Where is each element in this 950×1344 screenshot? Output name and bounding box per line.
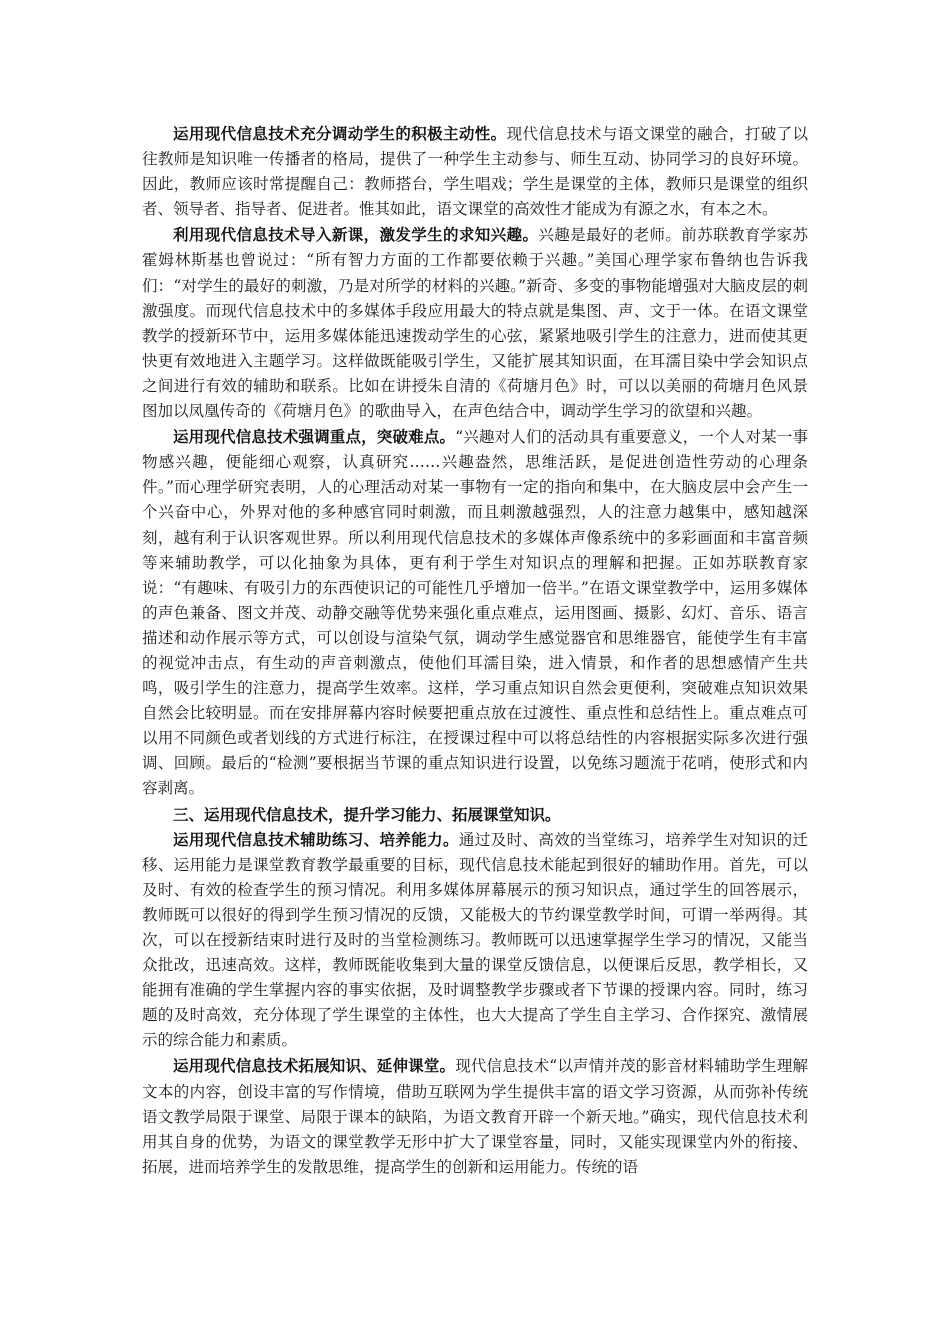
paragraph-5-lead: 运用现代信息技术拓展知识、延伸课堂。: [173, 1056, 456, 1076]
paragraph-1: [142, 121, 808, 222]
paragraph-3-lead: 运用现代信息技术强调重点，突破难点。: [173, 427, 456, 447]
paragraph-2-lead: 利用现代信息技术导入新课，激发学生的求知兴趣。: [173, 225, 539, 245]
paragraph-5-body: 现代信息技术“以声情并茂的影音材料辅助学生理解文本的内容，创设丰富的写作情境，借助互联网为学生提供丰富的语文学习资源，从而弥补传统语文教学局限于课堂、局限于课本的缺陷，为语文教育开辟一个新天地。”确实，现代信息技术利用其自身的优势，为语文的课堂教学无形中扩大了课堂容量，同时，又能实现课堂内外的衔接、拓展，进而培养学生的发散思维，提高学生的创新和运用能力。传统的语: [142, 1057, 808, 1176]
document-page: [142, 121, 808, 1180]
paragraph-4-lead: 运用现代信息技术辅助练习、培养能力。: [173, 829, 459, 849]
paragraph-1-body: 现代信息技术与语文课堂的融合，打破了以往教师是知识唯一传播者的格局，提供了一种学生主动参与、师生互动、协同学习的良好环境。因此，教师应该时常提醒自己：教师搭台，学生唱戏；学生是课堂的主体，教师只是课堂的组织者、领导者、指导者、促进者。惟其如此，语文课堂的高效性才能成为有源之水，有本之木。: [142, 125, 808, 219]
paragraph-4: [142, 827, 808, 1054]
section-heading-text: 三、运用现代信息技术，提升学习能力、拓展课堂知识。: [173, 804, 561, 824]
paragraph-3-body: “兴趣对人们的活动具有重要意义，一个人对某一事物感兴趣，便能细心观察，认真研究……兴趣盎然，思维活跃，是促进创造性劳动的心理条件。”而心理学研究表明，人的心理活动对某一事物有一定的指向和集中，在大脑皮层中会产生一个兴奋中心，外界对他的多种感官同时刺激，而且刺激越强烈，人的注意力越集中，感知越深刻，越有利于认识客观世界。所以利用现代信息技术的多媒体声像系统中的多彩画面和丰富音频等来辅助教学，可以化抽象为具体，更有利于学生对知识点的理解和把握。正如苏联教育家说：“有趣味、有吸引力的东西使识记的可能性几乎增加一倍半。”在语文课堂教学中，运用多媒体的声色兼备、图文并茂、动静交融等优势来强化重点难点，运用图画、摄影、幻灯、音乐、语言描述和动作展示等方式，可以创设与渲染气氛，调动学生感觉器官和思维器官，能使学生有丰富的视觉冲击点，有生动的声音刺激点，使他们耳濡目染，进入情景，和作者的思想感情产生共鸣，吸引学生的注意力，提高学生效率。这样，学习重点知识自然会更便利，突破难点知识效果自然会比较明显。而在安排屏幕内容时候要把重点放在过渡性、重点性和总结性上。重点难点可以用不同颜色或者划线的方式进行标注，在授课过程中可以将总结性的内容根据实际多次进行强调、回顾。最后的“检测”要根据当节课的重点知识进行设置，以免练习题流于花哨，使形式和内容剥离。: [142, 428, 808, 798]
paragraph-4-body: 通过及时、高效的当堂练习，培养学生对知识的迁移、运用能力是课堂教育教学最重要的目标，现代信息技术能起到很好的辅助作用。首先，可以及时、有效的检查学生的预习情况。利用多媒体屏幕展示的预习知识点，通过学生的回答展示，教师既可以很好的得到学生预习情况的反馈，又能极大的节约课堂教学时间，可谓一举两得。其次，可以在授新结束时进行及时的当堂检测练习。教师既可以迅速掌握学生学习的情况，又能当众批改，迅速高效。这样，教师既能收集到大量的课堂反馈信息，以便课后反思，教学相长，又能拥有准确的学生掌握内容的事实依据，及时调整教学步骤或者下节课的授课内容。同时，练习题的及时高效，充分体现了学生课堂的主体性，也大大提高了学生自主学习、合作探究、激情展示的综合能力和素质。: [142, 830, 808, 1050]
paragraph-3: [142, 424, 808, 801]
paragraph-2-body: 兴趣是最好的老师。前苏联教育学家苏霍姆林斯基也曾说过：“所有智力方面的工作都要依赖于兴趣。”美国心理学家布鲁纳也告诉我们：“对学生的最好的刺激，乃是对所学的材料的兴趣。”新奇、多变的事物能增强对大脑皮层的刺激强度。而现代信息技术中的多媒体手段应用最大的特点就是集图、声、文于一体。在语文课堂教学的授新环节中，运用多媒体能迅速拨动学生的心弦，紧紧地吸引学生的注意力，进而使其更快更有效地进入主题学习。这样做既能吸引学生，又能扩展其知识面，在耳濡目染中学会知识点之间进行有效的辅助和联系。比如在讲授朱自清的《荷塘月色》时，可以以美丽的荷塘月色风景图加以凤凰传奇的《荷塘月色》的歌曲导入，在声色结合中，调动学生学习的欲望和兴趣。: [142, 226, 808, 421]
paragraph-1-lead: 运用现代信息技术充分调动学生的积极主动性。: [173, 124, 507, 143]
paragraph-2: [142, 222, 808, 424]
paragraph-5: [142, 1053, 808, 1179]
section-heading: [142, 802, 808, 827]
